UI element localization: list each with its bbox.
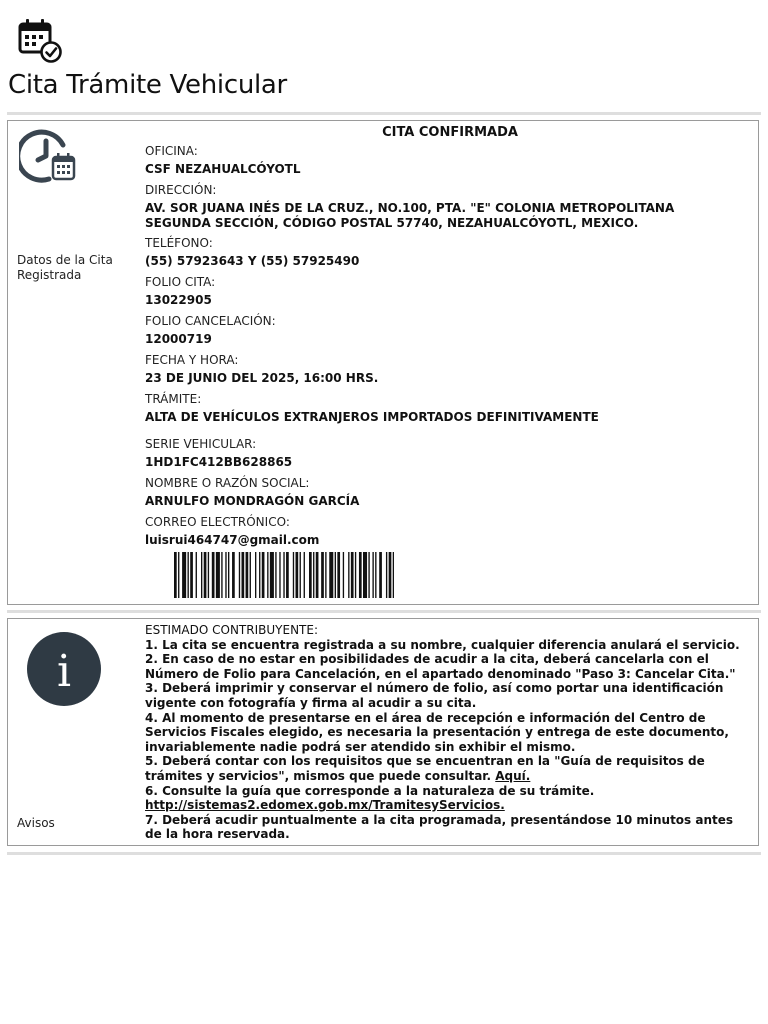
field-value-folio-cita: 13022905 (145, 293, 212, 307)
field-value-nombre: ARNULFO MONDRAGÓN GARCÍA (145, 494, 360, 508)
notice-item-5-text: 5. Deberá contar con los requisitos que se encuentran en la "Guía de requisitos de trámites y servicios", mismos que puede consultar. (145, 754, 705, 783)
notice-item-7: 7. Deberá acudir puntualmente a la cita programada, presentándose 10 minutos antes de la hora reservada. (145, 812, 734, 842)
calendar-check-icon (17, 16, 63, 64)
field-value-tramite: ALTA DE VEHÍCULOS EXTRANJEROS IMPORTADOS DEFINITIVAMENTE (145, 410, 599, 424)
field-value-correo: luisrui464747@gmail.com (145, 533, 320, 547)
status-title: CITA CONFIRMADA (382, 125, 518, 140)
notice-item-6-link-row (145, 798, 745, 813)
field-label-folio-cita: FOLIO CITA: (145, 275, 216, 289)
notice-intro: ESTIMADO CONTRIBUYENTE: (145, 623, 318, 637)
notices-text (145, 623, 745, 842)
field-label-nombre: NOMBRE O RAZÓN SOCIAL: (145, 476, 310, 490)
section-label-avisos: Avisos (17, 816, 55, 830)
field-value-folio-cancelacion: 12000719 (145, 332, 212, 346)
section-label-cita: Datos de la Cita Registrada (17, 253, 113, 282)
notice-item-2: 2. En caso de no estar en posibilidades de acudir a la cita, deberá cancelarla con el Número de Folio para Cancelación, en el apartado denominado "Paso 3: Cancelar Cita." (145, 652, 736, 681)
notice-item-6: 6. Consulte la guía que corresponde a la naturaleza de su trámite. (145, 783, 595, 798)
divider (7, 852, 761, 855)
page-title: Cita Trámite Vehicular (8, 70, 287, 100)
tramites-url-link[interactable]: http://sistemas2.edomex.gob.mx/TramitesyServicios. (145, 798, 505, 813)
field-label-telefono: TELÉFONO: (145, 236, 213, 250)
notice-item-4: 4. Al momento de presentarse en el área de recepción e información del Centro de Servicios Fiscales elegido, es necesaria la presentación y entrega de este documento, invariablemente nadie podrá ser atendido sin exhibir el mismo. (145, 710, 729, 754)
divider (7, 610, 761, 613)
field-label-serie: SERIE VEHICULAR: (145, 437, 257, 451)
barcode-icon (174, 552, 394, 598)
field-value-telefono: (55) 57923643 Y (55) 57925490 (145, 254, 360, 268)
field-label-direccion: DIRECCIÓN: (145, 183, 217, 197)
field-value-oficina: CSF NEZAHUALCÓYOTL (145, 162, 301, 176)
notice-item-5 (145, 754, 745, 783)
appointment-details-panel (7, 120, 759, 605)
clock-calendar-icon (19, 127, 77, 185)
guide-link-aqui[interactable]: Aquí. (495, 768, 531, 783)
field-label-tramite: TRÁMITE: (145, 392, 202, 406)
divider (7, 112, 761, 115)
field-value-fecha-hora: 23 DE JUNIO DEL 2025, 16:00 HRS. (145, 371, 379, 385)
field-value-direccion: AV. SOR JUANA INÉS DE LA CRUZ., NO.100, PTA. "E" COLONIA METROPOLITANA SEGUNDA SECCIÓN, CÓDIGO POSTAL 57740, NEZAHUALCÓYOTL, MEXICO. (145, 201, 675, 230)
field-label-correo: CORREO ELECTRÓNICO: (145, 515, 290, 529)
field-label-oficina: OFICINA: (145, 144, 198, 158)
info-icon (26, 631, 102, 707)
field-label-folio-cancelacion: FOLIO CANCELACIÓN: (145, 314, 276, 328)
svg-text:i: i (56, 646, 72, 697)
notices-panel (7, 618, 759, 846)
field-value-serie: 1HD1FC412BB628865 (145, 455, 293, 469)
notice-item-3: 3. Deberá imprimir y conservar el número de folio, así como portar una identificación vigente con fotografía y firma al acudir a su cita. (145, 681, 724, 710)
field-label-fecha-hora: FECHA Y HORA: (145, 353, 239, 367)
notice-item-1: 1. La cita se encuentra registrada a su nombre, cualquier diferencia anulará el servicio. (145, 637, 740, 652)
